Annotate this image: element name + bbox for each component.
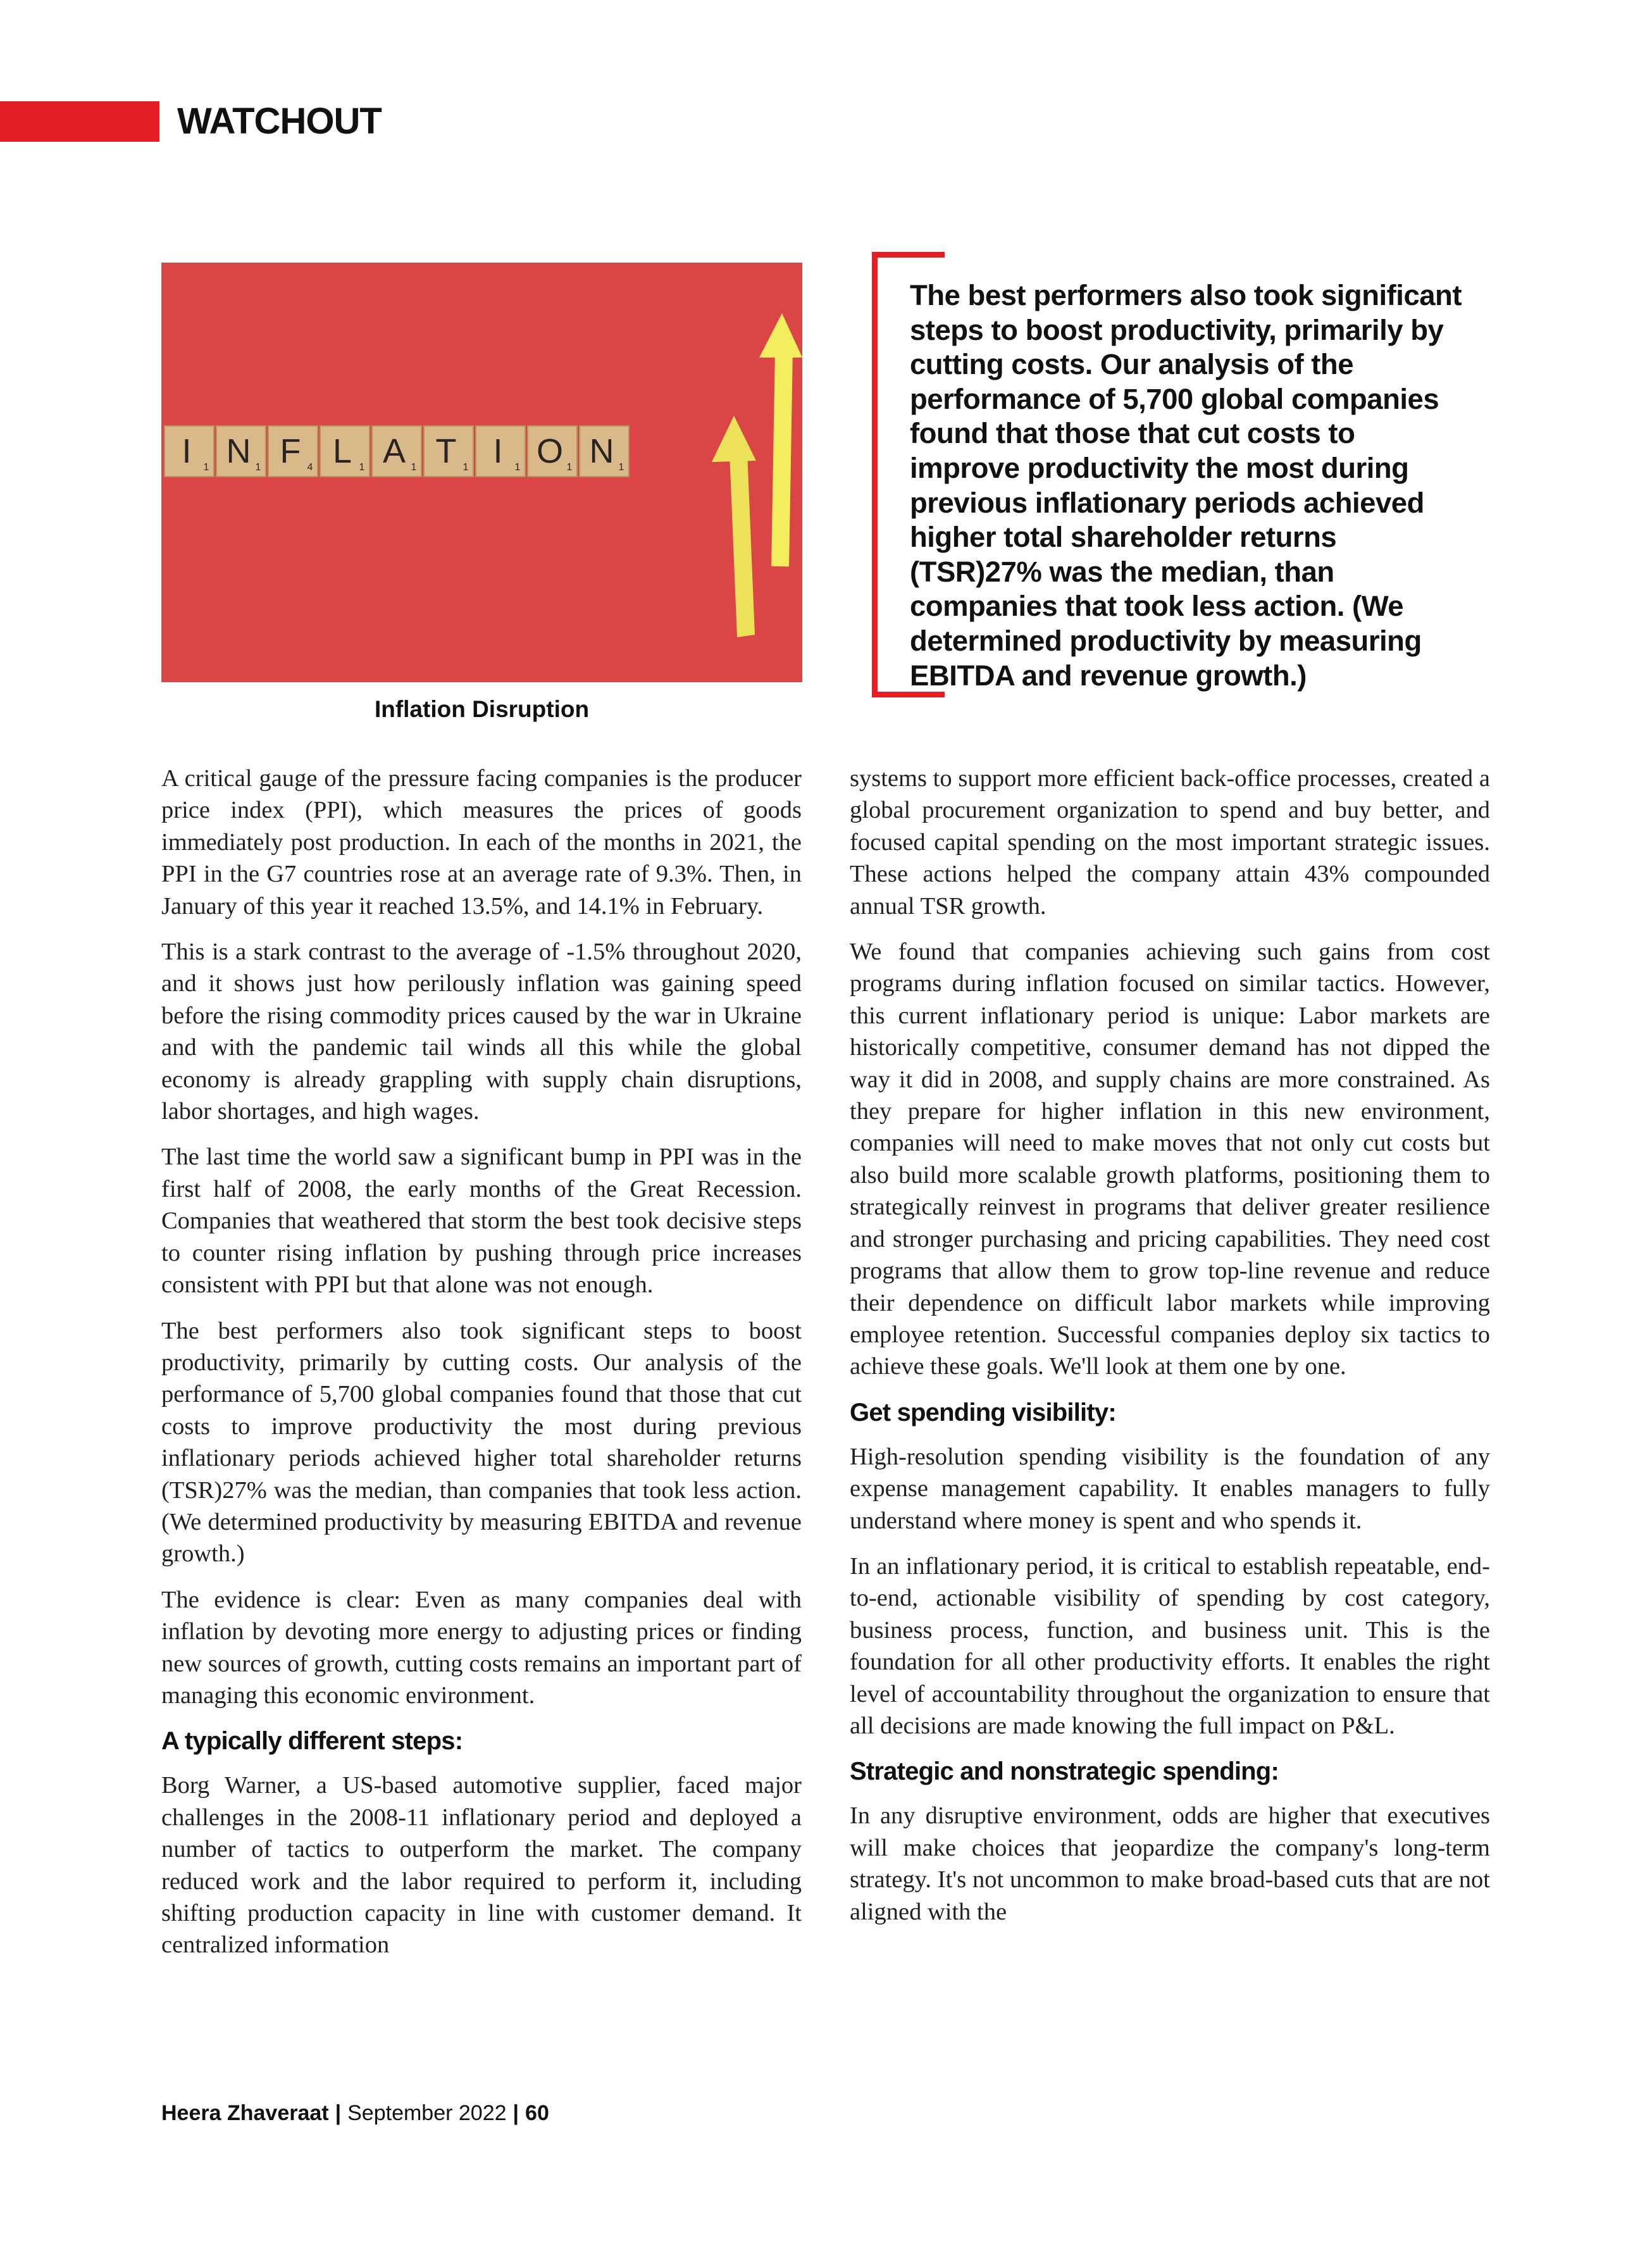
tile-score: 1 — [514, 462, 521, 473]
tile-score: 1 — [203, 462, 209, 473]
page-number: 60 — [525, 2101, 549, 2125]
letter-tile — [320, 426, 370, 477]
paragraph: Borg Warner, a US-based automotive supplier, faced major challenges in the 2008-11 inflationary period and deployed a number of tactics to outperform the market. The company reduced work and the labor required to perform it, including shifting production capacity in line with customer demand. It centralized information — [161, 1772, 802, 1959]
tile-letter: T — [435, 432, 457, 470]
inflation-photo — [161, 263, 802, 682]
paragraph: The last time the world saw a significant bump in PPI was in the first half of 2008, the early months of the Great Recession. Companies that weathered that storm the best took decisive steps to counter rising inflation by pushing through price increases consistent with PPI but that alone was not enough. — [161, 1144, 802, 1299]
tile-letter: L — [332, 432, 352, 470]
letter-tile — [372, 426, 421, 477]
tile-score: 1 — [359, 462, 365, 473]
paragraph: The evidence is clear: Even as many companies deal with inflation by devoting more energy to adjusting prices or finding new sources of growth, cutting costs remains an important part of managing this economic environment. — [161, 1586, 802, 1709]
letter-tiles — [165, 426, 629, 477]
inflation-illustration — [161, 263, 802, 682]
subheading: A typically different steps: — [161, 1727, 463, 1756]
issue-date: September 2022 — [347, 2101, 507, 2125]
right-column — [850, 763, 1490, 1942]
letter-tile — [216, 426, 266, 477]
tile-score: 1 — [618, 462, 624, 473]
tile-letter: A — [382, 432, 406, 470]
paragraph: High-resolution spending visibility is the foundation of any expense management capability. It enables managers to fully understand where money is spent and who spends it. — [850, 1443, 1490, 1534]
paragraph: The best performers also took significant steps to boost productivity, primarily by cutting costs. Our analysis of the performance of 5,700 global companies found that those that cut costs to improve productivity the most during previous inflationary periods achieved higher total shareholder returns (TSR)27% was the median, than companies that took less action. (We determined productivity by measuring EBITDA and revenue growth.) — [161, 1317, 802, 1568]
letter-tile — [424, 426, 473, 477]
section-label: WATCHOUT — [177, 101, 382, 142]
tile-score: 4 — [307, 462, 313, 473]
tile-letter: F — [280, 432, 301, 470]
letter-tile — [268, 426, 318, 477]
tile-letter: N — [589, 432, 614, 470]
letter-tile — [476, 426, 525, 477]
tile-score: 1 — [411, 462, 417, 473]
footer-separator: | — [512, 2101, 519, 2125]
paragraph: systems to support more efficient back-office processes, created a global procurement organization to spend and buy better, and focused capital spending on the most important strategic issues. These actions helped the company attain 43% compounded annual TSR growth. — [850, 765, 1490, 920]
paragraph: In any disruptive environment, odds are higher that executives will make choices that jeopardize the company's long-term strategy. It's not uncommon to make broad-based cuts that are not aligned with the — [850, 1802, 1490, 1925]
tile-score: 1 — [566, 462, 573, 473]
tile-letter: I — [182, 432, 192, 470]
paragraph: This is a stark contrast to the average of -1.5% throughout 2020, and it shows just how perilously inflation was gaining speed before the rising commodity prices caused by the war in Ukraine and with the pandemic tail winds all this while the global economy is already grappling with supply chain disruptions, labor shortages, and high wages. — [161, 939, 802, 1125]
tile-score: 1 — [463, 462, 469, 473]
left-column — [161, 763, 802, 1975]
footer-separator: | — [335, 2101, 342, 2125]
pullquote: The best performers also took significant steps to boost productivity, primarily by cutting costs. Our analysis of the performance of 5,700 global companies found that those that cut costs to improve productivity the most during previous inflationary periods achieved higher total shareholder returns (TSR)27% was the median, than companies that took less action. (We determined productivity by measuring EBITDA and revenue growth.) — [910, 279, 1462, 692]
paragraph: A critical gauge of the pressure facing companies is the producer price index (PPI), which measures the prices of goods immediately post production. In each of the months in 2021, the PPI in the G7 countries rose at an average rate of 9.3%. Then, in January of this year it reached 13.5%, and 14.1% in February. — [161, 765, 802, 920]
tile-letter: N — [226, 432, 251, 470]
letter-tile — [528, 426, 577, 477]
letter-tile — [580, 426, 629, 477]
publication-name: Heera Zhaveraat — [161, 2101, 329, 2125]
subheading: Get spending visibility: — [850, 1398, 1116, 1426]
tile-score: 1 — [255, 462, 261, 473]
tile-letter: O — [536, 432, 564, 470]
photo-caption: Inflation Disruption — [374, 696, 590, 722]
letter-tile — [165, 426, 214, 477]
page-footer — [161, 2101, 549, 2126]
paragraph: In an inflationary period, it is critical to establish repeatable, end-to-end, actionable visibility of spending by cost category, business process, function, and business unit. This is the foundation for all other productivity efforts. It enables the right level of accountability throughout the organization to ensure that all decisions are made knowing the full impact on P&L. — [850, 1552, 1490, 1739]
subheading: Strategic and nonstrategic spending: — [850, 1757, 1279, 1786]
section-accent-bar — [0, 101, 159, 142]
paragraph: We found that companies achieving such gains from cost programs during inflation focused on similar tactics. However, this current inflationary period is unique: Labor markets are historically competitive, consumer demand has not dipped the way it did in 2008, and supply chains are more constrained. As they prepare for higher inflation in this new environment, companies will need to make moves that not only cut costs but also build more scalable growth platforms, positioning them to strategically reinvest in programs that deliver greater resilience and stronger purchasing and pricing capabilities. They need cost programs that allow them to grow top-line revenue and reduce their dependence on difficult labor markets while improving employee retention. Successful companies deploy six tactics to achieve these goals. We'll look at them one by one. — [850, 939, 1490, 1380]
tile-letter: I — [493, 432, 503, 470]
